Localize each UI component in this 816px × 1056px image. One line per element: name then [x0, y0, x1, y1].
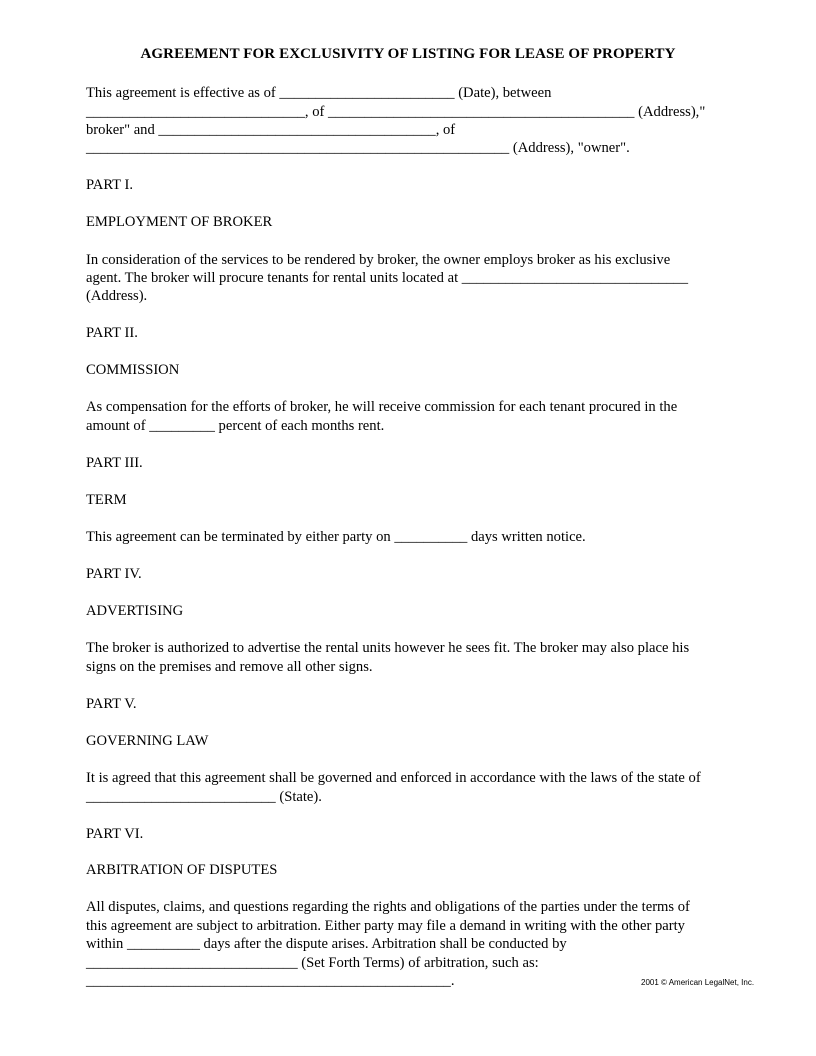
body-line: __________________________________________________. [86, 973, 455, 989]
body-line: It is agreed that this agreement shall be governed and enforced in accordance with the laws of the state of [86, 770, 701, 786]
body-line: (Address). [86, 288, 148, 304]
intro-line: __________________________________________________________ (Address), "owner". [86, 140, 630, 156]
part-heading: GOVERNING LAW [86, 733, 209, 749]
body-line: signs on the premises and remove all other signs. [86, 659, 373, 675]
part-number: PART IV. [86, 566, 142, 582]
part-number: PART V. [86, 696, 137, 712]
part-number: PART I. [86, 177, 133, 193]
part-number: PART II. [86, 325, 138, 341]
part-heading: EMPLOYMENT OF BROKER [86, 214, 273, 230]
body-line: This agreement can be terminated by either party on __________ days written notice. [86, 529, 586, 545]
body-line: __________________________ (State). [86, 789, 322, 805]
part-heading: TERM [86, 492, 127, 508]
body-line: amount of _________ percent of each months rent. [86, 418, 385, 434]
body-line: this agreement are subject to arbitration. Either party may file a demand in writing with the other party [86, 918, 685, 934]
document-title: AGREEMENT FOR EXCLUSIVITY OF LISTING FOR LEASE OF PROPERTY [140, 46, 676, 62]
part-heading: ARBITRATION OF DISPUTES [86, 862, 278, 878]
body-line: _____________________________ (Set Forth Terms) of arbitration, such as: [86, 955, 539, 971]
body-line: The broker is authorized to advertise the rental units however he sees fit. The broker may also place his [86, 640, 690, 656]
part-number: PART VI. [86, 826, 144, 842]
body-line: As compensation for the efforts of broker, he will receive commission for each tenant procured in the [86, 399, 678, 415]
intro-line: ______________________________, of __________________________________________ (Address)," [86, 104, 706, 120]
copyright-footer: 2001 © American LegalNet, Inc. [641, 978, 755, 987]
part-heading: ADVERTISING [86, 603, 184, 619]
part-heading: COMMISSION [86, 362, 180, 378]
intro-line: broker" and ______________________________________, of [86, 122, 456, 138]
body-line: All disputes, claims, and questions regarding the rights and obligations of the parties under the terms of [86, 899, 690, 915]
intro-line: This agreement is effective as of ________________________ (Date), between [86, 85, 552, 101]
body-line: within __________ days after the dispute arises. Arbitration shall be conducted by [86, 936, 567, 952]
body-line: In consideration of the services to be rendered by broker, the owner employs broker as his exclusive [86, 252, 671, 268]
part-number: PART III. [86, 455, 143, 471]
body-line: agent. The broker will procure tenants for rental units located at _______________________________ [86, 270, 688, 286]
